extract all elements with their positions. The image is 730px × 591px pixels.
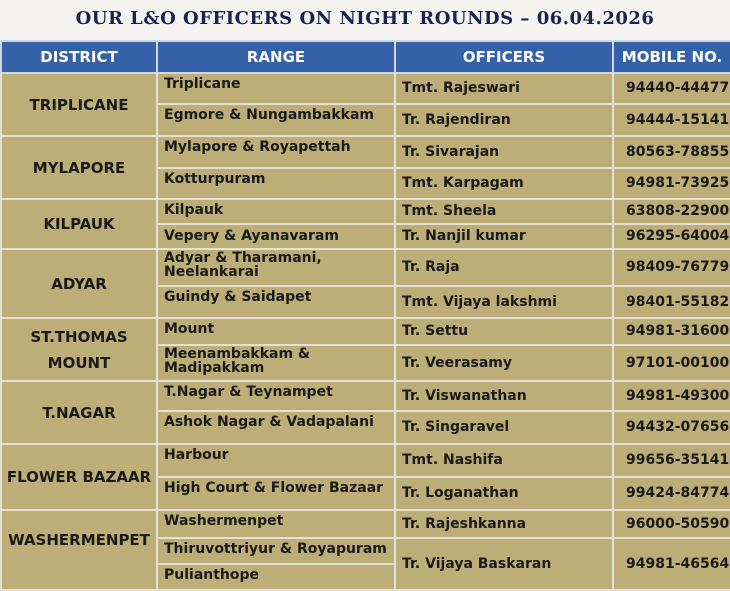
mobile-cell: 94981-46564 <box>613 538 730 590</box>
range-cell: Kilpauk <box>157 199 395 224</box>
mobile-cell: 94444-15141 <box>613 104 730 136</box>
range-cell: Harbour <box>157 444 395 477</box>
officer-cell: Tmt. Rajeswari <box>395 73 613 104</box>
page-title: OUR L&O OFFICERS ON NIGHT ROUNDS – 06.04.2026 <box>75 8 655 29</box>
officer-cell: Tr. Veerasamy <box>395 345 613 381</box>
mobile-cell: 80563-78855 <box>613 136 730 168</box>
officer-cell: Tr. Rajendiran <box>395 104 613 136</box>
district-cell: T.NAGAR <box>1 381 157 444</box>
officers-table <box>0 40 730 591</box>
range-cell: Egmore & Nungambakkam <box>157 104 395 136</box>
mobile-cell: 99656-35141 <box>613 444 730 477</box>
header-row <box>1 41 730 73</box>
mobile-cell: 98401-55182 <box>613 286 730 318</box>
district-cell: TRIPLICANE <box>1 73 157 136</box>
range-cell: T.Nagar & Teynampet <box>157 381 395 411</box>
range-cell: Triplicane <box>157 73 395 104</box>
mobile-cell: 94981-73925 <box>613 168 730 199</box>
range-cell: Ashok Nagar & Vadapalani <box>157 411 395 444</box>
officer-cell: Tmt. Nashifa <box>395 444 613 477</box>
range-cell: Adyar & Tharamani, Neelankarai <box>157 249 395 286</box>
district-cell: MYLAPORE <box>1 136 157 199</box>
header-mobile: MOBILE NO. <box>613 41 730 73</box>
mobile-cell: 63808-22900 <box>613 199 730 224</box>
officer-cell: Tr. Sivarajan <box>395 136 613 168</box>
district-cell: KILPAUK <box>1 199 157 249</box>
officer-cell: Tr. Nanjil kumar <box>395 224 613 249</box>
mobile-cell: 96295-64004 <box>613 224 730 249</box>
table-row <box>1 510 730 538</box>
mobile-cell: 94981-49300 <box>613 381 730 411</box>
officer-cell: Tmt. Vijaya lakshmi <box>395 286 613 318</box>
district-cell: ADYAR <box>1 249 157 318</box>
officer-cell: Tr. Singaravel <box>395 411 613 444</box>
mobile-cell: 98409-76779 <box>613 249 730 286</box>
district-cell: FLOWER BAZAAR <box>1 444 157 510</box>
range-cell: Washermenpet <box>157 510 395 538</box>
officer-cell: Tr. Rajeshkanna <box>395 510 613 538</box>
mobile-cell: 99424-84774 <box>613 477 730 510</box>
table-row <box>1 136 730 168</box>
table-row <box>1 318 730 345</box>
mobile-cell: 94981-31600 <box>613 318 730 345</box>
mobile-cell: 96000-50590 <box>613 510 730 538</box>
officer-cell: Tr. Settu <box>395 318 613 345</box>
header-district: DISTRICT <box>1 41 157 73</box>
range-cell: Thiruvottriyur & Royapuram <box>157 538 395 564</box>
range-cell: Meenambakkam & Madipakkam <box>157 345 395 381</box>
range-cell: Guindy & Saidapet <box>157 286 395 318</box>
table-row <box>1 249 730 286</box>
header-range: RANGE <box>157 41 395 73</box>
officer-cell: Tmt. Karpagam <box>395 168 613 199</box>
mobile-cell: 94432-07656 <box>613 411 730 444</box>
range-cell: Pulianthope <box>157 564 395 590</box>
officer-cell: Tr. Viswanathan <box>395 381 613 411</box>
district-cell: ST.THOMAS MOUNT <box>1 318 157 381</box>
officer-cell: Tmt. Sheela <box>395 199 613 224</box>
district-cell: WASHERMENPET <box>1 510 157 590</box>
range-cell: Mylapore & Royapettah <box>157 136 395 168</box>
officer-cell: Tr. Raja <box>395 249 613 286</box>
mobile-cell: 94440-44477 <box>613 73 730 104</box>
officer-cell: Tr. Vijaya Baskaran <box>395 538 613 590</box>
table-row <box>1 381 730 411</box>
officer-cell: Tr. Loganathan <box>395 477 613 510</box>
mobile-cell: 97101-00100 <box>613 345 730 381</box>
range-cell: Mount <box>157 318 395 345</box>
range-cell: Kotturpuram <box>157 168 395 199</box>
table-row <box>1 444 730 477</box>
range-cell: High Court & Flower Bazaar <box>157 477 395 510</box>
table-row <box>1 73 730 104</box>
table-row <box>1 199 730 224</box>
range-cell: Vepery & Ayanavaram <box>157 224 395 249</box>
header-officers: OFFICERS <box>395 41 613 73</box>
